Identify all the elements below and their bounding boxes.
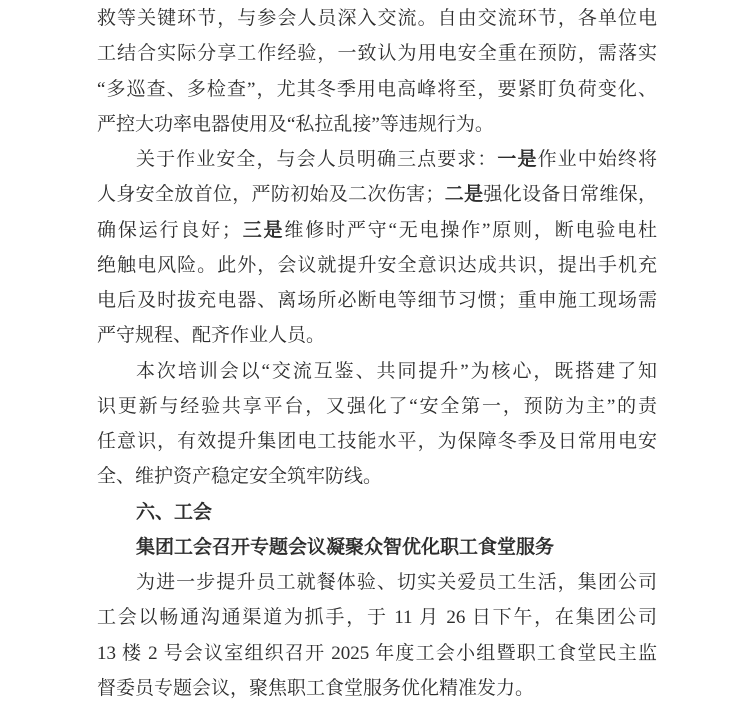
text-run: 绝触电风险。此外，会议就提升安全意识达成共识，提出手机充 bbox=[97, 254, 657, 276]
body-line bbox=[97, 177, 657, 212]
body-line bbox=[97, 424, 657, 459]
body-line bbox=[97, 283, 657, 318]
text-run: 维修时严守“无电操作”原则，断电验电杜 bbox=[284, 219, 657, 241]
body-line bbox=[97, 565, 657, 600]
text-run: 任意识，有效提升集团电工技能水平，为保障冬季及日常用电安 bbox=[97, 431, 657, 452]
text-run: 救等关键环节，与参会人员深入交流。自由交流环节，各单位电 bbox=[97, 8, 657, 29]
body-line bbox=[97, 72, 657, 107]
bold-text-run: 三是 bbox=[240, 219, 285, 241]
body-line bbox=[97, 389, 657, 424]
text-run: 关于作业安全，与会人员明确三点要求： bbox=[136, 149, 498, 170]
text-run: 为进一步提升员工就餐体验、切实关爱员工生活，集团公司 bbox=[136, 572, 657, 593]
text-run: 严守规程、配齐作业人员。 bbox=[97, 325, 326, 347]
text-run: 全、维护资产稳定安全筑牢防线。 bbox=[97, 466, 383, 488]
text-run: 13 楼 2 号会议室组织召开 2025 年度工会小组暨职工食堂民主监 bbox=[97, 642, 657, 664]
body-line bbox=[97, 354, 657, 389]
text-run: “多巡查、多检查”，尤其冬季用电高峰将至，要紧盯负荷变化、 bbox=[97, 78, 657, 100]
body-line bbox=[97, 248, 657, 283]
body-line bbox=[97, 107, 657, 142]
text-run: 强化设备日常维保， bbox=[483, 184, 657, 206]
bold-text-run: 一是 bbox=[497, 149, 538, 170]
text-run: 作业中始终将 bbox=[537, 149, 657, 170]
body-line bbox=[97, 142, 657, 177]
text-run: 督委员专题会议，聚焦职工食堂服务优化精准发力。 bbox=[97, 677, 535, 699]
bold-text-run: 六、工会 bbox=[136, 501, 213, 523]
body-line bbox=[97, 213, 657, 248]
body-line bbox=[97, 600, 657, 635]
text-run: 电后及时拔充电器、离场所必断电等细节习惯；重申施工现场需 bbox=[97, 290, 657, 311]
text-run: 严控大功率电器使用及“私拉乱接”等违规行为。 bbox=[97, 113, 494, 135]
bold-text-run: 二是 bbox=[444, 184, 484, 206]
text-run: 确保运行良好； bbox=[97, 219, 241, 241]
body-line bbox=[97, 671, 657, 705]
section-heading bbox=[97, 495, 657, 530]
body-line bbox=[97, 459, 657, 494]
text-run: 工会以畅通沟通渠道为抓手，于 11 月 26 日下午，在集团公司 bbox=[97, 607, 657, 629]
body-line bbox=[97, 36, 657, 71]
text-run: 本次培训会以“交流互鉴、共同提升”为核心，既搭建了知 bbox=[136, 360, 657, 382]
body-line bbox=[97, 636, 657, 671]
article-title bbox=[97, 530, 657, 565]
body-line bbox=[97, 1, 657, 36]
body-line bbox=[97, 318, 657, 353]
text-run: 识更新与经验共享平台，又强化了“安全第一，预防为主”的责 bbox=[97, 395, 657, 417]
text-run: 人身安全放首位，严防初始及二次伤害； bbox=[97, 184, 445, 206]
text-run: 工结合实际分享工作经验，一致认为用电安全重在预防，需落实 bbox=[97, 43, 657, 65]
bold-text-run: 集团工会召开专题会议凝聚众智优化职工食堂服务 bbox=[136, 536, 555, 558]
